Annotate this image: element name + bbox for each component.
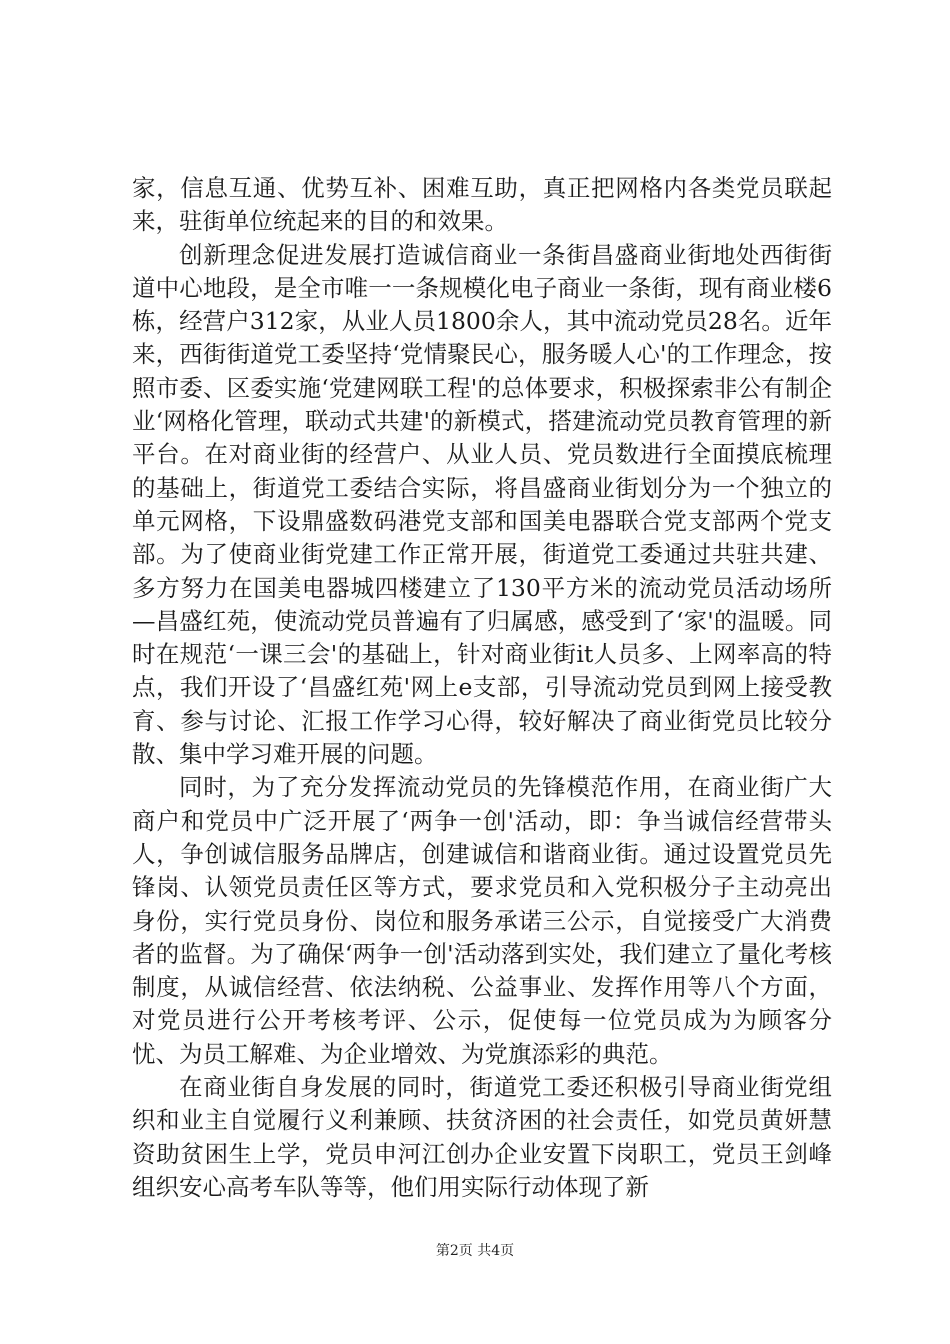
paragraph-innovation: 创新理念促进发展打造诚信商业一条街昌盛商业街地处西街街道中心地段，是全市唯一一条规模化电子商业一条街，现有商业楼6栋，经营户312家，从业人员1800余人，其中流动党员28名。近年来，西街街道党工委坚持‘党情聚民心，服务暖人心'的工作理念，按照市委、区委实施‘党建网联工程'的总体要求，积极探索非公有制企业‘网格化管理，联动式共建'的新模式，搭建流动党员教育管理的新平台。在对商业街的经营户、从业人员、党员数进行全面摸底梳理的基础上，街道党工委结合实际，将昌盛商业街划分为一个独立的单元网格，下设鼎盛数码港党支部和国美电器联合党支部两个党支部。为了使商业街党建工作正常开展，街道党工委通过共驻共建、多方努力在国美电器城四楼建立了130平方米的流动党员活动场所—昌盛红苑，使流动党员普遍有了归属感，感受到了‘家'的温暖。同时在规范‘一课三会'的基础上，针对商业街it人员多、上网率高的特点，我们开设了‘昌盛红苑'网上e支部，引导流动党员到网上接受教育、参与讨论、汇报工作学习心得，较好解决了商业街党员比较分散、集中学习难开展的问题。: [132, 240, 832, 769]
page-footer: 第2页 共4页: [435, 1243, 515, 1259]
body-text: [132, 172, 832, 1204]
paragraph-two-strive: 同时，为了充分发挥流动党员的先锋模范作用，在商业街广大商户和党员中广泛开展了‘两争一创'活动，即：争当诚信经营带头人，争创诚信服务品牌店，创建诚信和谐商业街。通过设置党员先锋岗、认领党员责任区等方式，要求党员和入党积极分子主动亮出身份，实行党员身份、岗位和服务承诺三公示，自觉接受广大消费者的监督。为了确保‘两争一创'活动落到实处，我们建立了量化考核制度，从诚信经营、依法纳税、公益事业、发挥作用等八个方面，对党员进行公开考核考评、公示，促使每一位党员成为为顾客分忧、为员工解难、为企业增效、为党旗添彩的典范。: [132, 773, 832, 1068]
paragraph-social-responsibility: 在商业街自身发展的同时，街道党工委还积极引导商业街党组织和业主自觉履行义利兼顾、扶贫济困的社会责任，如党员黄妍慧资助贫困生上学，党员申河江创办企业安置下岗职工，党员王剑峰组织安心高考车队等等，他们用实际行动体现了新: [132, 1073, 832, 1201]
paragraph-continued: 家，信息互通、优势互补、困难互助，真正把网格内各类党员联起来，驻街单位统起来的目的和效果。: [132, 174, 832, 236]
